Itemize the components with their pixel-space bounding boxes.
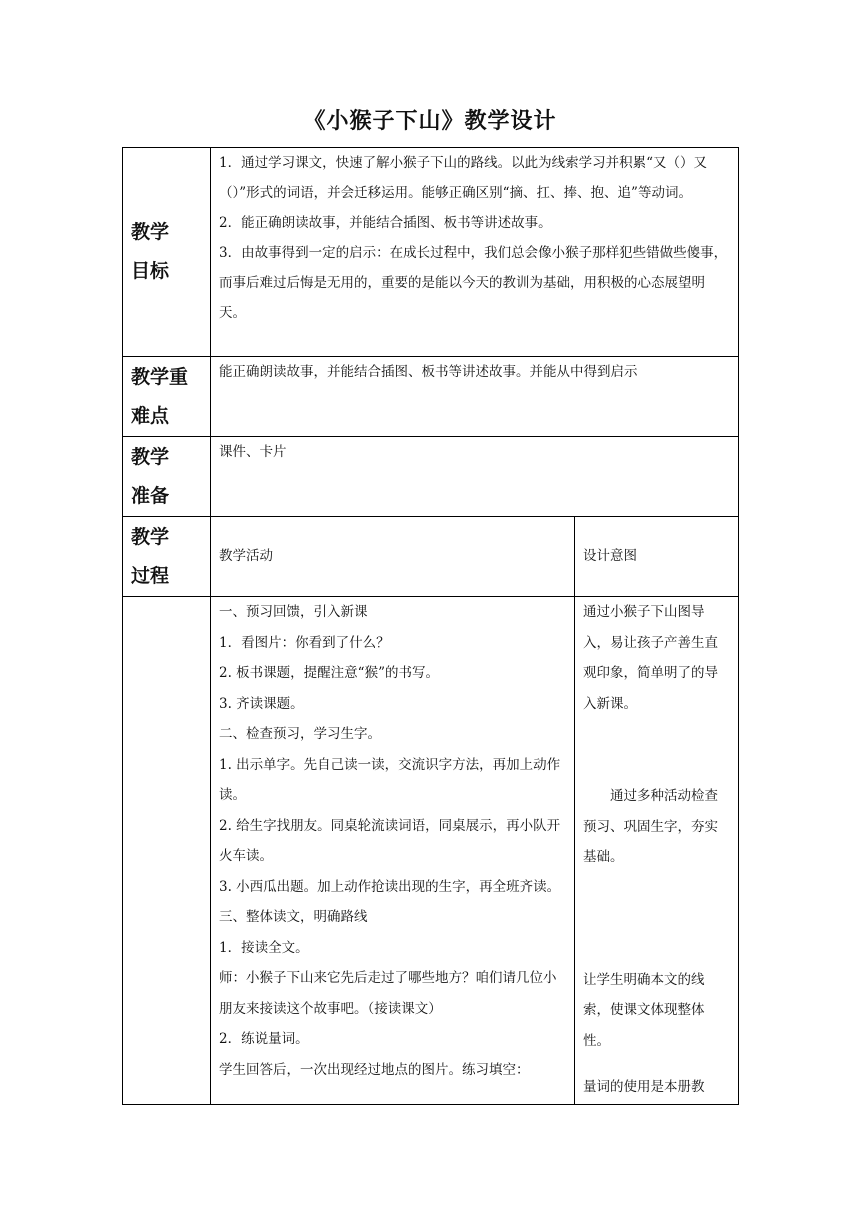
column-header-activity: 教学活动 bbox=[211, 517, 575, 597]
column-header-intent: 设计意图 bbox=[575, 517, 739, 597]
activity-line: 二、检查预习，学习生字。 bbox=[219, 726, 381, 742]
preparation-row bbox=[123, 437, 739, 517]
objectives-row bbox=[123, 148, 739, 357]
process-header-row bbox=[123, 517, 739, 597]
activity-line: 2．练说量词。 bbox=[219, 1031, 309, 1047]
process-label: 教学 过程 bbox=[123, 517, 211, 597]
lesson-plan-table bbox=[122, 147, 739, 1105]
activity-line: 学生回答后，一次出现经过地点的图片。练习填空： bbox=[219, 1061, 530, 1078]
keypoints-content: 能正确朗读故事，并能结合插图、板书等讲述故事。并能从中得到启示 bbox=[211, 357, 739, 437]
activity-line: 3. 小西瓜出题。加上动作抢读出现的生字，再全班齐读。 bbox=[219, 878, 561, 895]
activity-line: 师：小猴子下山来它先后走过了哪些地方？咱们请几位小朋友来接读这个故事吧。（接读课文） bbox=[219, 970, 557, 1017]
process-body-row bbox=[123, 597, 739, 1105]
keypoints-row bbox=[123, 357, 739, 437]
activity-line: 1．接读全文。 bbox=[219, 939, 309, 956]
objective-item-2: 2．能正确朗读故事，并能结合插图、板书等讲述故事。 bbox=[219, 215, 552, 231]
page-title: 《小猴子下山》教学设计 bbox=[303, 108, 557, 134]
intent-4: 量词的使用是本册教 bbox=[583, 1079, 705, 1095]
intents-cell bbox=[575, 597, 739, 1105]
activities-cell bbox=[211, 597, 575, 1105]
preparation-label: 教学 准备 bbox=[123, 437, 211, 517]
intent-2: 通过多种活动检查预习、巩固生字，夯实基础。 bbox=[583, 788, 718, 865]
process-blank-cell bbox=[123, 597, 211, 1105]
activity-line: 一、预习回馈，引入新课 bbox=[219, 604, 368, 620]
activity-line: 2. 给生字找朋友。同桌轮流读词语，同桌展示，再小队开火车读。 bbox=[219, 817, 561, 864]
objective-item-3: 3．由故事得到一定的启示：在成长过程中，我们总会像小猴子那样犯些错做些傻事，而事后难过后悔是无用的，重要的是能以今天的教训为基础，用积极的心态展望明天。 bbox=[219, 245, 728, 321]
objective-item-1: 1．通过学习课文，快速了解小猴子下山的路线。以此为线索学习并积累“又（）又（）”形式的词语，并会迁移运用。能够正确区别“摘、扛、捧、抱、追”等动词。 bbox=[219, 155, 707, 201]
activity-line: 三、整体读文，明确路线 bbox=[219, 909, 368, 925]
objectives-label: 教学 目标 bbox=[123, 148, 211, 357]
preparation-content: 课件、卡片 bbox=[211, 437, 739, 517]
keypoints-label: 教学重 难点 bbox=[123, 357, 211, 437]
objectives-content bbox=[211, 148, 739, 357]
intent-1: 通过小猴子下山图导入，易让孩子产善生直观印象，简单明了的导入新课。 bbox=[583, 604, 718, 712]
activity-line: 2. 板书课题，提醒注意“猴”的书写。 bbox=[219, 665, 439, 681]
intent-3: 让学生明确本文的线索，使课文体现整体性。 bbox=[583, 971, 705, 1049]
activity-line: 3. 齐读课题。 bbox=[219, 695, 304, 712]
activity-line: 1. 出示单字。先自己读一读，交流识字方法，再加上动作读。 bbox=[219, 756, 561, 803]
activity-line: 1．看图片：你看到了什么？ bbox=[219, 634, 390, 651]
